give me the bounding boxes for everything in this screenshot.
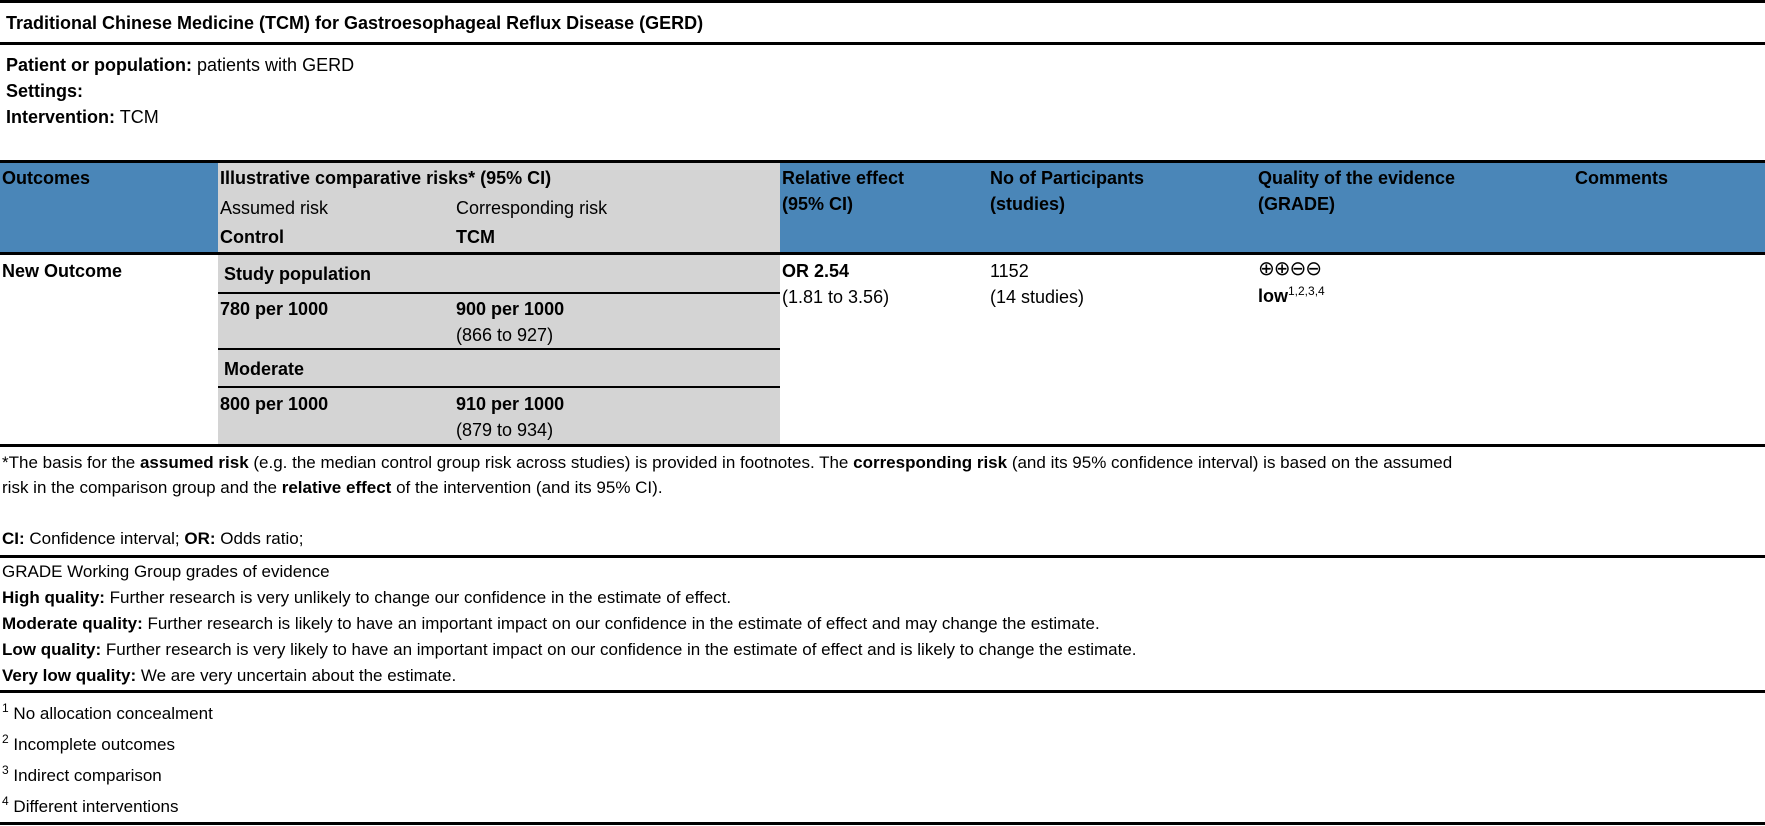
header-participants-studies: (studies) bbox=[990, 194, 1066, 214]
rule-top bbox=[0, 0, 1765, 3]
basis-text-3: (and its 95% confidence interval) is based on the assumed bbox=[1007, 453, 1453, 472]
rule-above-grade bbox=[0, 555, 1765, 558]
header-comments: Comments bbox=[1575, 168, 1669, 188]
assumed-risk-2: 800 per 1000 bbox=[220, 394, 329, 414]
grade-low-text: Further research is very likely to have an important impact on our confidence in the estimate of effect and is likely to change the estimate. bbox=[101, 640, 1137, 659]
basis-text-5: of the intervention (and its 95% CI). bbox=[391, 478, 663, 497]
header-quality-grade: (GRADE) bbox=[1258, 194, 1335, 214]
ci-label: CI: bbox=[2, 529, 25, 548]
corresponding-risk-2: 910 per 1000 bbox=[456, 394, 565, 414]
settings-label: Settings: bbox=[6, 81, 84, 101]
header-outcomes: Outcomes bbox=[2, 168, 91, 188]
grade-rating bbox=[1258, 285, 1325, 307]
grade-heading: GRADE Working Group grades of evidence bbox=[2, 562, 330, 581]
moderate-label: Moderate bbox=[224, 359, 305, 379]
header-corresponding-risk: Corresponding risk bbox=[456, 198, 608, 218]
population-value: patients with GERD bbox=[197, 55, 355, 75]
population-line bbox=[6, 54, 354, 76]
footnote-1-text: No allocation concealment bbox=[13, 704, 213, 723]
intervention-label: Intervention: bbox=[6, 107, 116, 127]
header-illustrative: Illustrative comparative risks* (95% CI) bbox=[220, 168, 552, 188]
corresponding-risk-1-ci: (866 to 927) bbox=[456, 325, 554, 345]
footnote-3-text: Indirect comparison bbox=[13, 766, 162, 785]
assumed-risk-1: 780 per 1000 bbox=[220, 299, 329, 319]
risk-rule-1 bbox=[218, 292, 780, 294]
grade-low-label: Low quality: bbox=[2, 640, 102, 659]
abbreviations-line bbox=[2, 528, 303, 550]
outcome-name: New Outcome bbox=[2, 261, 123, 281]
footnote-2-num: 2 bbox=[2, 732, 9, 746]
footnote-2 bbox=[2, 734, 175, 757]
header-relative-effect: Relative effect bbox=[782, 168, 905, 188]
grade-high-text: Further research is very unlikely to change our confidence in the estimate of effect. bbox=[104, 588, 732, 607]
header-participants: No of Participants bbox=[990, 168, 1145, 188]
header-quality: Quality of the evidence bbox=[1258, 168, 1456, 188]
basis-note-line-2 bbox=[2, 477, 663, 499]
ci-text: Confidence interval; bbox=[24, 529, 185, 548]
population-label: Patient or population: bbox=[6, 55, 192, 75]
grade-moderate-text: Further research is likely to have an important impact on our confidence in the estimate of effect and may change the estimate. bbox=[142, 614, 1100, 633]
grade-refs: 1,2,3,4 bbox=[1288, 284, 1325, 298]
rule-above-footnotes bbox=[0, 690, 1765, 693]
basis-text-1: *The basis for the bbox=[2, 453, 140, 472]
header-assumed-risk: Assumed risk bbox=[220, 198, 329, 218]
intervention-value: TCM bbox=[119, 107, 159, 127]
footnote-2-text: Incomplete outcomes bbox=[13, 735, 176, 754]
risk-rule-2 bbox=[218, 348, 780, 350]
basis-note-line-1 bbox=[2, 452, 1452, 474]
participants-studies: (14 studies) bbox=[990, 287, 1085, 307]
footnote-4-num: 4 bbox=[2, 794, 9, 808]
basis-corresponding-risk: corresponding risk bbox=[853, 453, 1008, 472]
basis-assumed-risk: assumed risk bbox=[139, 453, 249, 472]
page-title: Traditional Chinese Medicine (TCM) for Gastroesophageal Reflux Disease (GERD) bbox=[6, 13, 704, 33]
rule-bottom bbox=[0, 822, 1765, 825]
corresponding-risk-1: 900 per 1000 bbox=[456, 299, 565, 319]
footnote-3-num: 3 bbox=[2, 763, 9, 777]
grade-high-label: High quality: bbox=[2, 588, 105, 607]
participants-count: 1152 bbox=[990, 261, 1029, 281]
grade-verylow-label: Very low quality: bbox=[2, 666, 137, 685]
relative-effect-ci: (1.81 to 3.56) bbox=[782, 287, 890, 307]
basis-relative-effect: relative effect bbox=[281, 478, 392, 497]
header-tcm: TCM bbox=[456, 227, 495, 247]
grade-high-line bbox=[2, 587, 731, 609]
risk-rule-3 bbox=[218, 386, 780, 388]
grade-verylow-line bbox=[2, 665, 456, 687]
footnote-4 bbox=[2, 796, 178, 819]
grade-low-line bbox=[2, 639, 1137, 661]
grade-label: low bbox=[1258, 286, 1288, 306]
basis-text-2: (e.g. the median control group risk across studies) is provided in footnotes. The bbox=[248, 453, 854, 472]
study-population-label: Study population bbox=[224, 264, 371, 284]
corresponding-risk-2-ci: (879 to 934) bbox=[456, 420, 554, 440]
intervention-line bbox=[6, 106, 159, 128]
footnote-1-num: 1 bbox=[2, 701, 9, 715]
rule-below-table bbox=[0, 444, 1765, 447]
header-control: Control bbox=[220, 227, 284, 247]
rule-under-title bbox=[0, 42, 1765, 45]
basis-text-4: risk in the comparison group and the bbox=[2, 478, 282, 497]
relative-effect-value: OR 2.54 bbox=[782, 261, 850, 281]
grade-moderate-label: Moderate quality: bbox=[2, 614, 143, 633]
or-label: OR: bbox=[184, 529, 216, 548]
grade-symbols: ⊕⊕⊖⊖ bbox=[1258, 256, 1322, 280]
header-relative-effect-ci: (95% CI) bbox=[782, 194, 854, 214]
footnote-4-text: Different interventions bbox=[13, 797, 179, 816]
footnote-3 bbox=[2, 765, 162, 788]
footnote-1 bbox=[2, 703, 213, 726]
grade-verylow-text: We are very uncertain about the estimate. bbox=[136, 666, 457, 685]
or-text: Odds ratio; bbox=[215, 529, 304, 548]
grade-moderate-line bbox=[2, 613, 1100, 635]
